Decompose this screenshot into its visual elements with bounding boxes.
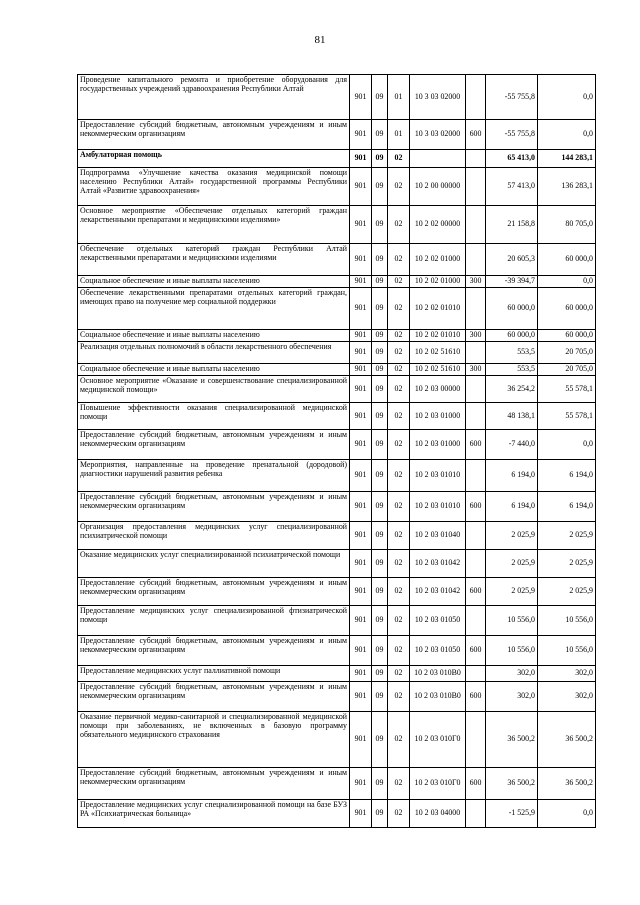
cell-target-article: 10 2 03 01040 <box>410 522 466 550</box>
cell-expense-type <box>466 244 486 276</box>
cell-subsection: 02 <box>388 330 410 342</box>
cell-expense-type <box>466 666 486 682</box>
cell-target-article: 10 2 03 01050 <box>410 606 466 636</box>
cell-amount-2: 20 705,0 <box>538 342 596 364</box>
cell-amount-2: 0,0 <box>538 430 596 460</box>
cell-amount-1: 6 194,0 <box>486 492 538 522</box>
cell-ministry: 901 <box>350 606 372 636</box>
cell-expense-type: 300 <box>466 330 486 342</box>
cell-subsection: 02 <box>388 244 410 276</box>
cell-ministry: 901 <box>350 578 372 606</box>
cell-amount-1: 36 500,2 <box>486 768 538 800</box>
cell-section: 09 <box>372 606 388 636</box>
table-row <box>78 606 596 636</box>
row-name: Предоставление субсидий бюджетным, автономным учреждениям и иным некоммерческим организациям <box>78 578 350 606</box>
cell-amount-1: 6 194,0 <box>486 460 538 492</box>
cell-expense-type: 600 <box>466 120 486 150</box>
cell-amount-2: 2 025,9 <box>538 578 596 606</box>
cell-amount-2: 0,0 <box>538 120 596 150</box>
budget-table <box>77 74 596 828</box>
cell-ministry: 901 <box>350 492 372 522</box>
cell-amount-2: 60 000,0 <box>538 288 596 330</box>
cell-amount-1: 36 254,2 <box>486 376 538 403</box>
cell-section: 09 <box>372 492 388 522</box>
cell-subsection: 02 <box>388 150 410 168</box>
cell-amount-2: 20 705,0 <box>538 364 596 376</box>
table-row <box>78 342 596 364</box>
cell-expense-type: 600 <box>466 430 486 460</box>
cell-target-article: 10 2 03 01050 <box>410 636 466 666</box>
cell-subsection: 02 <box>388 768 410 800</box>
cell-amount-1: 60 000,0 <box>486 330 538 342</box>
cell-expense-type <box>466 168 486 206</box>
cell-ministry: 901 <box>350 550 372 578</box>
cell-ministry: 901 <box>350 276 372 288</box>
row-name: Предоставление медицинских услуг специализированной фтизиатрической помощи <box>78 606 350 636</box>
cell-target-article: 10 2 03 01000 <box>410 430 466 460</box>
cell-ministry: 901 <box>350 244 372 276</box>
cell-target-article: 10 2 03 010Г0 <box>410 712 466 768</box>
cell-target-article <box>410 150 466 168</box>
row-name: Обеспечение отдельных категорий граждан Республики Алтай лекарственными препаратами и медицинскими изделиями <box>78 244 350 276</box>
cell-ministry: 901 <box>350 330 372 342</box>
cell-section: 09 <box>372 682 388 712</box>
cell-amount-1: 553,5 <box>486 364 538 376</box>
row-name: Мероприятия, направленные на проведение пренатальной (дородовой) диагностики нарушений развития ребенка <box>78 460 350 492</box>
cell-target-article: 10 3 03 02000 <box>410 120 466 150</box>
row-name: Подпрограмма «Улучшение качества оказания медицинской помощи населению Республики Алтай» государственной программы Республики Алтай «Развитие здравоохранения» <box>78 168 350 206</box>
cell-target-article: 10 3 03 02000 <box>410 75 466 120</box>
cell-amount-1: 65 413,0 <box>486 150 538 168</box>
cell-amount-1: 36 500,2 <box>486 712 538 768</box>
cell-amount-2: 302,0 <box>538 682 596 712</box>
cell-ministry: 901 <box>350 342 372 364</box>
table-row <box>78 244 596 276</box>
cell-subsection: 02 <box>388 578 410 606</box>
cell-section: 09 <box>372 276 388 288</box>
cell-section: 09 <box>372 342 388 364</box>
cell-ministry: 901 <box>350 150 372 168</box>
cell-ministry: 901 <box>350 682 372 712</box>
cell-target-article: 10 2 00 00000 <box>410 168 466 206</box>
cell-subsection: 02 <box>388 522 410 550</box>
cell-section: 09 <box>372 800 388 828</box>
cell-subsection: 01 <box>388 120 410 150</box>
table-row <box>78 522 596 550</box>
row-name: Оказание первичной медико-санитарной и специализированной медицинской помощи при заболеваниях, не включенных в базовую программу обязательного медицинского страхования <box>78 712 350 768</box>
row-name: Реализация отдельных полномочий в области лекарственного обеспечения <box>78 342 350 364</box>
table-row <box>78 376 596 403</box>
cell-section: 09 <box>372 376 388 403</box>
cell-amount-2: 0,0 <box>538 800 596 828</box>
cell-ministry: 901 <box>350 168 372 206</box>
row-name: Социальное обеспечение и иные выплаты населению <box>78 276 350 288</box>
cell-expense-type <box>466 712 486 768</box>
cell-ministry: 901 <box>350 460 372 492</box>
cell-expense-type: 600 <box>466 578 486 606</box>
cell-amount-2: 36 500,2 <box>538 712 596 768</box>
table-row <box>78 120 596 150</box>
cell-expense-type <box>466 288 486 330</box>
cell-ministry: 901 <box>350 376 372 403</box>
cell-section: 09 <box>372 150 388 168</box>
cell-ministry: 901 <box>350 666 372 682</box>
cell-amount-2: 60 000,0 <box>538 244 596 276</box>
cell-target-article: 10 2 02 51610 <box>410 342 466 364</box>
cell-section: 09 <box>372 288 388 330</box>
cell-expense-type <box>466 206 486 244</box>
row-name: Предоставление медицинских услуг специализированной помощи на базе БУЗ РА «Психиатрическая больница» <box>78 800 350 828</box>
cell-subsection: 02 <box>388 403 410 430</box>
cell-amount-1: -39 394,7 <box>486 276 538 288</box>
cell-target-article: 10 2 03 01010 <box>410 492 466 522</box>
cell-target-article: 10 2 03 010В0 <box>410 666 466 682</box>
row-name: Предоставление медицинских услуг паллиативной помощи <box>78 666 350 682</box>
table-row <box>78 276 596 288</box>
cell-ministry: 901 <box>350 206 372 244</box>
cell-expense-type <box>466 75 486 120</box>
cell-section: 09 <box>372 636 388 666</box>
cell-target-article: 10 2 02 01010 <box>410 330 466 342</box>
cell-section: 09 <box>372 244 388 276</box>
cell-section: 09 <box>372 522 388 550</box>
table-row <box>78 800 596 828</box>
cell-target-article: 10 2 03 04000 <box>410 800 466 828</box>
row-name: Предоставление субсидий бюджетным, автономным учреждениям и иным некоммерческим организациям <box>78 636 350 666</box>
cell-amount-2: 144 283,1 <box>538 150 596 168</box>
row-name: Предоставление субсидий бюджетным, автономным учреждениям и иным некоммерческим организациям <box>78 768 350 800</box>
cell-expense-type <box>466 522 486 550</box>
table-row <box>78 168 596 206</box>
cell-amount-2: 10 556,0 <box>538 606 596 636</box>
cell-amount-1: -1 525,9 <box>486 800 538 828</box>
cell-amount-2: 6 194,0 <box>538 460 596 492</box>
row-name: Социальное обеспечение и иные выплаты населению <box>78 330 350 342</box>
cell-ministry: 901 <box>350 120 372 150</box>
cell-amount-1: 48 138,1 <box>486 403 538 430</box>
cell-amount-2: 10 556,0 <box>538 636 596 666</box>
table-row <box>78 666 596 682</box>
table-row <box>78 768 596 800</box>
cell-expense-type <box>466 800 486 828</box>
cell-amount-2: 2 025,9 <box>538 550 596 578</box>
cell-ministry: 901 <box>350 403 372 430</box>
row-name: Организация предоставления медицинских услуг специализированной психиатрической помощи <box>78 522 350 550</box>
cell-expense-type: 600 <box>466 682 486 712</box>
cell-amount-1: 302,0 <box>486 682 538 712</box>
cell-ministry: 901 <box>350 75 372 120</box>
cell-subsection: 02 <box>388 276 410 288</box>
cell-subsection: 02 <box>388 800 410 828</box>
cell-section: 09 <box>372 330 388 342</box>
cell-amount-2: 80 705,0 <box>538 206 596 244</box>
row-name: Предоставление субсидий бюджетным, автономным учреждениям и иным некоммерческим организациям <box>78 430 350 460</box>
cell-ministry: 901 <box>350 636 372 666</box>
cell-target-article: 10 2 02 01010 <box>410 288 466 330</box>
cell-target-article: 10 2 03 01010 <box>410 460 466 492</box>
cell-amount-1: 20 605,3 <box>486 244 538 276</box>
cell-subsection: 02 <box>388 636 410 666</box>
cell-section: 09 <box>372 75 388 120</box>
row-name: Оказание медицинских услуг специализированной психиатрической помощи <box>78 550 350 578</box>
cell-subsection: 02 <box>388 682 410 712</box>
cell-subsection: 02 <box>388 342 410 364</box>
cell-amount-2: 55 578,1 <box>538 403 596 430</box>
cell-amount-1: -55 755,8 <box>486 75 538 120</box>
cell-expense-type <box>466 376 486 403</box>
cell-subsection: 02 <box>388 288 410 330</box>
cell-section: 09 <box>372 206 388 244</box>
table-row <box>78 636 596 666</box>
cell-ministry: 901 <box>350 288 372 330</box>
table-row <box>78 460 596 492</box>
cell-ministry: 901 <box>350 768 372 800</box>
cell-section: 09 <box>372 550 388 578</box>
cell-expense-type <box>466 403 486 430</box>
table-row <box>78 550 596 578</box>
cell-amount-1: 21 158,8 <box>486 206 538 244</box>
cell-expense-type <box>466 550 486 578</box>
cell-amount-2: 136 283,1 <box>538 168 596 206</box>
row-name: Предоставление субсидий бюджетным, автономным учреждениям и иным некоммерческим организациям <box>78 492 350 522</box>
row-name: Социальное обеспечение и иные выплаты населению <box>78 364 350 376</box>
cell-target-article: 10 2 02 01000 <box>410 244 466 276</box>
cell-target-article: 10 2 03 00000 <box>410 376 466 403</box>
cell-target-article: 10 2 03 01042 <box>410 550 466 578</box>
cell-expense-type <box>466 460 486 492</box>
cell-subsection: 02 <box>388 430 410 460</box>
cell-subsection: 02 <box>388 550 410 578</box>
cell-amount-1: 2 025,9 <box>486 578 538 606</box>
cell-amount-1: -55 755,8 <box>486 120 538 150</box>
cell-subsection: 02 <box>388 206 410 244</box>
cell-target-article: 10 2 03 01000 <box>410 403 466 430</box>
cell-section: 09 <box>372 403 388 430</box>
cell-amount-1: 302,0 <box>486 666 538 682</box>
cell-section: 09 <box>372 666 388 682</box>
cell-target-article: 10 2 03 010Г0 <box>410 768 466 800</box>
cell-expense-type: 600 <box>466 636 486 666</box>
cell-target-article: 10 2 02 00000 <box>410 206 466 244</box>
cell-section: 09 <box>372 768 388 800</box>
row-name: Повышение эффективности оказания специализированной медицинской помощи <box>78 403 350 430</box>
cell-amount-1: 553,5 <box>486 342 538 364</box>
cell-target-article: 10 2 03 010В0 <box>410 682 466 712</box>
cell-subsection: 02 <box>388 460 410 492</box>
table-row <box>78 578 596 606</box>
row-name: Предоставление субсидий бюджетным, автономным учреждениям и иным некоммерческим организациям <box>78 120 350 150</box>
row-name: Проведение капитального ремонта и приобретение оборудования для государственных учреждений здравоохранения Республики Алтай <box>78 75 350 120</box>
table-row <box>78 330 596 342</box>
table-row <box>78 492 596 522</box>
cell-subsection: 02 <box>388 666 410 682</box>
cell-expense-type: 300 <box>466 364 486 376</box>
table-row <box>78 682 596 712</box>
cell-subsection: 02 <box>388 492 410 522</box>
cell-ministry: 901 <box>350 522 372 550</box>
table-row <box>78 403 596 430</box>
cell-amount-1: 10 556,0 <box>486 606 538 636</box>
cell-amount-1: 2 025,9 <box>486 522 538 550</box>
cell-amount-1: 10 556,0 <box>486 636 538 666</box>
cell-amount-2: 0,0 <box>538 75 596 120</box>
cell-amount-2: 302,0 <box>538 666 596 682</box>
cell-section: 09 <box>372 460 388 492</box>
cell-expense-type <box>466 342 486 364</box>
row-name: Амбулаторная помощь <box>78 150 350 168</box>
cell-amount-2: 36 500,2 <box>538 768 596 800</box>
cell-expense-type: 600 <box>466 492 486 522</box>
row-name: Основное мероприятие «Оказание и совершенствование специализированной медицинской помощи» <box>78 376 350 403</box>
table-row <box>78 430 596 460</box>
cell-amount-2: 55 578,1 <box>538 376 596 403</box>
table-row <box>78 150 596 168</box>
cell-subsection: 02 <box>388 606 410 636</box>
table-body <box>78 75 596 828</box>
cell-subsection: 02 <box>388 712 410 768</box>
table-row <box>78 364 596 376</box>
cell-ministry: 901 <box>350 800 372 828</box>
cell-subsection: 02 <box>388 376 410 403</box>
cell-amount-1: 2 025,9 <box>486 550 538 578</box>
cell-subsection: 02 <box>388 364 410 376</box>
table-row <box>78 206 596 244</box>
cell-ministry: 901 <box>350 430 372 460</box>
cell-amount-1: 57 413,0 <box>486 168 538 206</box>
row-name: Обеспечение лекарственными препаратами отдельных категорий граждан, имеющих право на получение мер социальной поддержки <box>78 288 350 330</box>
cell-section: 09 <box>372 430 388 460</box>
cell-target-article: 10 2 02 51610 <box>410 364 466 376</box>
cell-subsection: 01 <box>388 75 410 120</box>
cell-ministry: 901 <box>350 712 372 768</box>
cell-amount-1: -7 440,0 <box>486 430 538 460</box>
row-name: Предоставление субсидий бюджетным, автономным учреждениям и иным некоммерческим организациям <box>78 682 350 712</box>
page-number: 81 <box>314 34 326 46</box>
cell-section: 09 <box>372 712 388 768</box>
cell-amount-2: 60 000,0 <box>538 330 596 342</box>
cell-amount-2: 0,0 <box>538 276 596 288</box>
cell-section: 09 <box>372 578 388 606</box>
cell-expense-type <box>466 606 486 636</box>
cell-expense-type: 600 <box>466 768 486 800</box>
cell-section: 09 <box>372 364 388 376</box>
cell-subsection: 02 <box>388 168 410 206</box>
cell-section: 09 <box>372 168 388 206</box>
cell-amount-1: 60 000,0 <box>486 288 538 330</box>
row-name: Основное мероприятие «Обеспечение отдельных категорий граждан лекарственными препаратами и медицинскими изделиями» <box>78 206 350 244</box>
table-row <box>78 712 596 768</box>
cell-section: 09 <box>372 120 388 150</box>
cell-amount-2: 6 194,0 <box>538 492 596 522</box>
cell-expense-type: 300 <box>466 276 486 288</box>
cell-ministry: 901 <box>350 364 372 376</box>
cell-amount-2: 2 025,9 <box>538 522 596 550</box>
table-row <box>78 75 596 120</box>
cell-target-article: 10 2 03 01042 <box>410 578 466 606</box>
cell-target-article: 10 2 02 01000 <box>410 276 466 288</box>
table-row <box>78 288 596 330</box>
cell-expense-type <box>466 150 486 168</box>
